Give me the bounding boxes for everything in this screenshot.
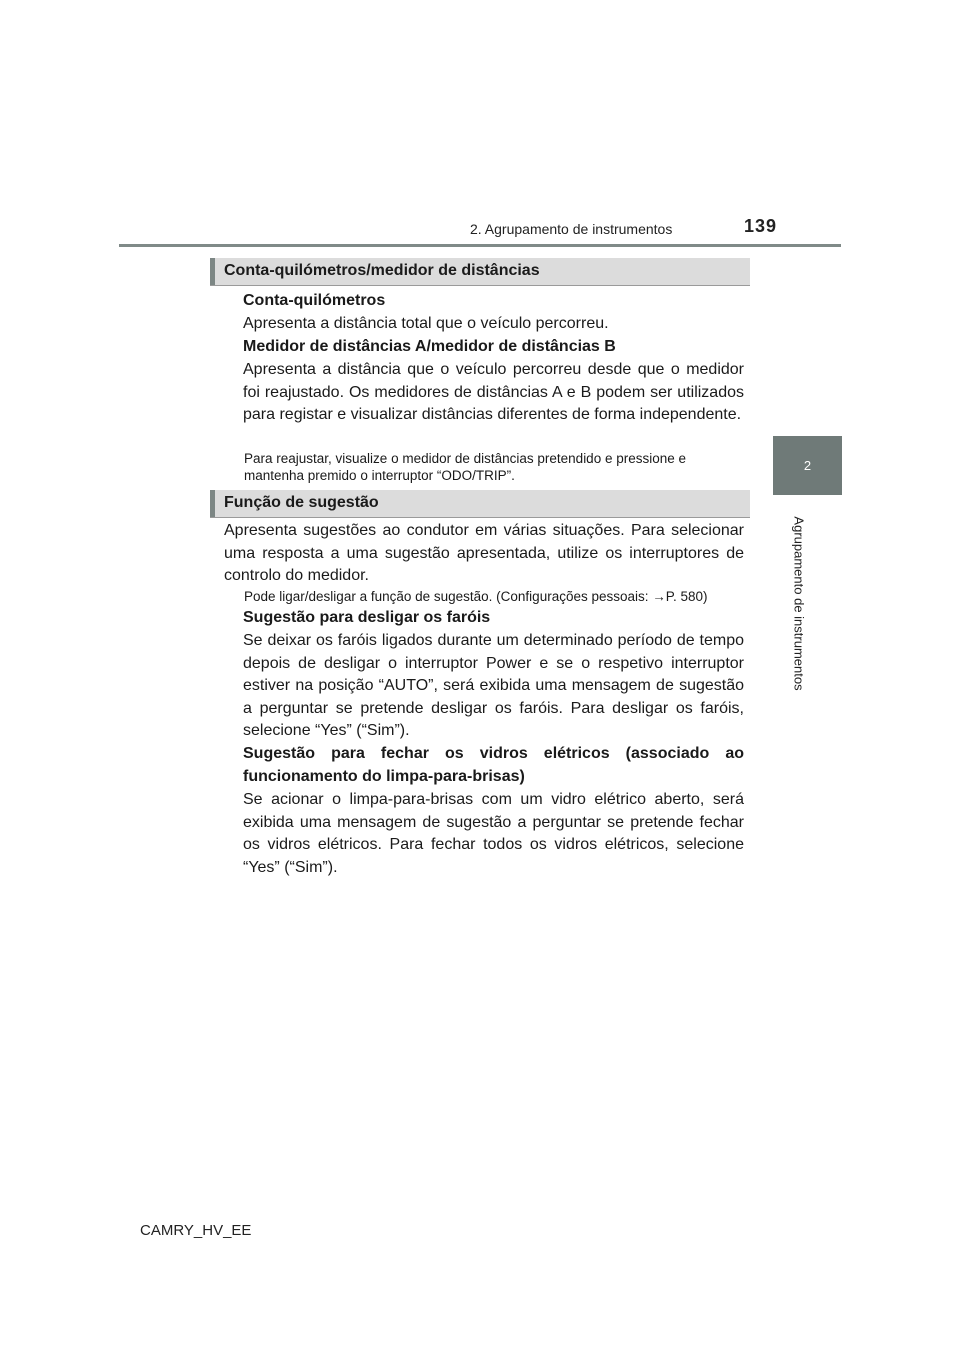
section-header-odometer [210, 258, 750, 286]
chapter-side-label [790, 505, 808, 705]
chapter-tab-number: 2 [803, 458, 812, 473]
section-intro-note: Pode ligar/desligar a função de sugestão. (Configurações pessoais: →P. 580) [244, 589, 708, 604]
chapter-tab [773, 436, 842, 495]
item-heading: Sugestão para desligar os faróis [243, 609, 491, 626]
section-intro: Apresenta sugestões ao condutor em várias situações. Para selecionar uma resposta a uma sugestão apresentada, utilize os interruptores de controlo do medidor. [224, 522, 744, 584]
item-text: Apresenta a distância total que o veículo percorreu. [243, 315, 609, 332]
section-header-accent [210, 490, 215, 517]
document-code: CAMRY_HV_EE [140, 1222, 252, 1239]
item-text: Se deixar os faróis ligados durante um determinado período de tempo depois de desligar o interruptor Power e se o respetivo interruptor estiver na posição “AUTO”, será exibida uma mensagem de sugestão a perguntar se pretende desligar os faróis. Para desligar os faróis, selecione “Yes” (“Sim”). [243, 632, 744, 739]
section-title: Função de sugestão [224, 494, 379, 511]
header-divider [119, 244, 841, 247]
item-heading: Medidor de distâncias A/medidor de distâncias B [243, 338, 616, 355]
page-number: 139 [744, 216, 778, 236]
section-header-accent [210, 258, 215, 285]
section-title: Conta-quilómetros/medidor de distâncias [224, 262, 540, 279]
chapter-side-label-text: Agrupamento de instrumentos [791, 516, 807, 691]
item-text: Apresenta a distância que o veículo percorreu desde que o medidor foi reajustado. Os medidores de distâncias A e B podem ser utilizados para registar e visualizar distâncias diferentes de forma independente. [243, 361, 744, 423]
item-heading: Conta-quilómetros [243, 292, 386, 309]
item-heading: Sugestão para fechar os vidros elétricos (associado ao funcionamento do limpa-para-brisas) [243, 745, 744, 785]
header-section-title: 2. Agrupamento de instrumentos [470, 221, 673, 237]
section-header-suggestion [210, 490, 750, 518]
item-text: Se acionar o limpa-para-brisas com um vidro elétrico aberto, será exibida uma mensagem de sugestão a perguntar se pretende fechar os vidros elétricos. Para fechar todos os vidros elétricos, selecione “Yes” (“Sim”). [243, 791, 744, 876]
item-note: Para reajustar, visualize o medidor de distâncias pretendido e pressione e mantenha premido o interruptor “ODO/TRIP”. [244, 451, 687, 483]
